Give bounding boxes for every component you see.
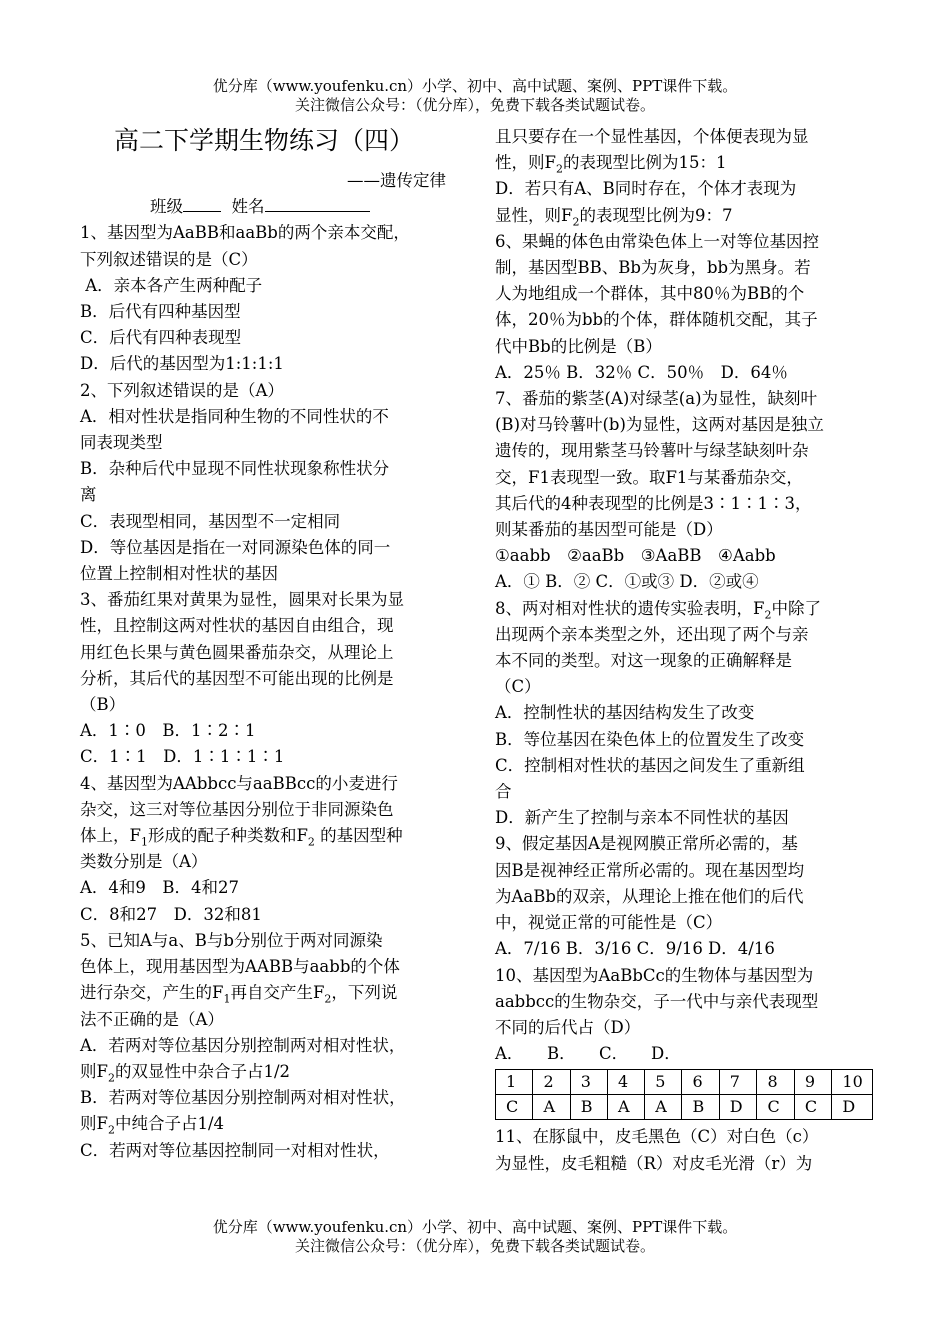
text-run: 的表现型比例为9：7	[579, 205, 733, 225]
text-line: 为显性，皮毛粗糙（R）对皮毛光滑（r）为	[495, 1153, 813, 1173]
text-line: 6、果蝇的体色由常染色体上一对等位基因控	[495, 231, 819, 251]
text-line: A．控制性状的基因结构发生了改变	[495, 703, 755, 723]
page-header	[0, 77, 950, 115]
text-line: A．4和9 B．4和27	[80, 878, 240, 898]
text-line: A．7/16 B．3/16 C．9/16 D．4/16	[495, 939, 775, 959]
text-line	[80, 1059, 458, 1085]
right-column	[495, 124, 873, 1177]
text-line: 则某番茄的基因型可能是（D）	[495, 520, 723, 540]
text-line: 分析，其后代的基因型不可能出现的比例是	[80, 668, 394, 688]
text-line: 离	[80, 485, 97, 505]
text-line: 4、基因型为AAbbcc与aaBBcc的小麦进行	[80, 773, 398, 793]
option-label: D．	[651, 1044, 681, 1064]
table-cell: C	[757, 1095, 794, 1120]
subscript: 2	[555, 162, 563, 176]
text-run: 进行杂交，产生的F	[80, 983, 224, 1003]
subscript: 2	[307, 835, 315, 849]
text-line: 用红色长果与黄色圆果番茄杂交，从理论上	[80, 642, 394, 662]
text-line: 出现两个亲本类型之外，还出现了两个与亲	[495, 624, 809, 644]
text-run: 8、两对相对性状的遗传实验表明，F	[495, 598, 765, 618]
class-label: 班级	[150, 197, 183, 217]
text-line: 遗传的，现用紫茎马铃薯叶与绿茎缺刻叶杂	[495, 441, 809, 461]
table-cell: B	[682, 1095, 719, 1120]
text-line: （C）	[495, 677, 541, 697]
header-line-2: 关注微信公众号：（优分库），免费下载各类试题试卷。	[294, 96, 655, 114]
text-line: 性，且控制这两对性状的基因自由组合，现	[80, 616, 394, 636]
text-line: 人为地组成一个群体，其中80％为BB的个	[495, 284, 805, 304]
table-cell: B	[570, 1095, 607, 1120]
text-run: 再自交产生F	[230, 983, 325, 1003]
text-line: D．若只有A、B同时存在，个体才表现为	[495, 179, 797, 199]
table-cell: A	[608, 1095, 645, 1120]
text-line: 3、番茄红果对黄果为显性，圆果对长果为显	[80, 590, 404, 610]
text-line: 制，基因型BB、Bb为灰身，bb为黑身。若	[495, 258, 811, 278]
text-run: ，下列说	[331, 983, 398, 1003]
text-run: 则F	[80, 1061, 108, 1081]
text-line: A．① B．② C．①或③ D．②或④	[495, 572, 759, 592]
text-line: C．表现型相同，基因型不一定相同	[80, 511, 341, 531]
text-line: 1、基因型为AaBB和aaBb的两个亲本交配，	[80, 223, 410, 243]
text-line: 合	[495, 782, 512, 802]
subscript: 2	[572, 214, 580, 228]
text-run: 则F	[80, 1114, 108, 1134]
text-line: 11、在豚鼠中，皮毛黑色（C）对白色（c）	[495, 1127, 819, 1147]
text-line: 同表现类型	[80, 433, 163, 453]
text-line: 10、基因型为AaBbCc的生物体与基因型为	[495, 965, 814, 985]
text-line: aabbcc的生物杂交，子一代中与亲代表现型	[495, 991, 819, 1011]
text-line: 色体上，现用基因型为AABB与aabb的个体	[80, 957, 400, 977]
text-line: A．若两对等位基因分别控制两对相对性状，	[80, 1035, 406, 1055]
text-line: 因B是视神经正常所必需的。现在基因型均	[495, 860, 805, 880]
subscript: 1	[140, 835, 148, 849]
text-line: C．1∶1 D．1∶1∶1∶1	[80, 747, 285, 767]
table-cell: 8	[757, 1070, 794, 1095]
subscript: 2	[324, 992, 332, 1006]
text-line: C．控制相对性状的基因之间发生了重新组	[495, 755, 805, 775]
text-line	[80, 980, 458, 1006]
text-line: 2、下列叙述错误的是（A）	[80, 380, 284, 400]
table-cell: 5	[645, 1070, 682, 1095]
table-cell: 9	[794, 1070, 831, 1095]
text-run: 的表现型比例为15：1	[562, 153, 727, 173]
answer-table	[495, 1069, 873, 1120]
text-line	[495, 203, 873, 229]
text-run: 形成的配子种类数和F	[147, 826, 308, 846]
text-line: 类数分别是（A）	[80, 852, 208, 872]
table-cell: C	[794, 1095, 831, 1120]
text-line: ①aabb ②aaBb ③AaBB ④Aabb	[495, 546, 776, 566]
table-cell: 1	[496, 1070, 533, 1095]
text-run: 性，则F	[495, 153, 556, 173]
table-cell: A	[645, 1095, 682, 1120]
text-line	[80, 1111, 458, 1137]
text-run: 中纯合子占1/4	[114, 1114, 225, 1134]
page-footer	[0, 1218, 950, 1256]
footer-line-2: 关注微信公众号：（优分库），免费下载各类试题试卷。	[294, 1237, 655, 1255]
answer-table-answer-row	[496, 1095, 873, 1120]
option-label: A．	[495, 1044, 524, 1064]
text-line: 为AaBb的双亲，从理论上推在他们的后代	[495, 886, 804, 906]
text-line: B．等位基因在染色体上的位置发生了改变	[495, 729, 805, 749]
footer-line-1: 优分库（www.youfenku.cn）小学、初中、高中试题、案例、PPT课件下载。	[212, 1218, 738, 1236]
text-line: 9、假定基因A是视网膜正常所必需的，基	[495, 834, 798, 854]
left-column	[80, 124, 458, 1164]
text-run: 的基因型种	[314, 826, 403, 846]
text-line: D．新产生了控制与亲本不同性状的基因	[495, 808, 789, 828]
text-line: A．亲本各产生两种配子	[80, 275, 263, 295]
table-cell: C	[496, 1095, 533, 1120]
text-line: C．若两对等位基因控制同一对相对性状，	[80, 1140, 390, 1160]
text-line: D．后代的基因型为1:1:1:1	[80, 354, 284, 374]
text-line: 7、番茄的紫茎(A)对绿茎(a)为显性，缺刻叶	[495, 389, 817, 409]
text-line: 5、已知A与a、B与b分别位于两对同源染	[80, 930, 383, 950]
text-line: A．相对性状是指同种生物的不同性状的不	[80, 406, 389, 426]
answer-table-number-row	[496, 1070, 873, 1095]
text-line: B．若两对等位基因分别控制两对相对性状，	[80, 1088, 406, 1108]
text-run: 体上，F	[80, 826, 141, 846]
text-line: 其后代的4种表现型的比例是3∶1∶1∶3，	[495, 493, 812, 513]
subscript: 2	[107, 1123, 115, 1137]
table-cell: D	[719, 1095, 757, 1120]
text-line: (B)对马铃薯叶(b)为显性，这两对基因是独立	[495, 415, 824, 435]
table-cell: A	[533, 1095, 570, 1120]
text-line: 不同的后代占（D）	[495, 1017, 641, 1037]
header-line-1: 优分库（www.youfenku.cn）小学、初中、高中试题、案例、PPT课件下载。	[212, 77, 738, 95]
page-title: 高二下学期生物练习（四）	[114, 126, 415, 155]
text-line: （B）	[80, 695, 126, 715]
text-run: 显性，则F	[495, 205, 573, 225]
text-line	[495, 150, 873, 176]
text-line: B．杂种后代中显现不同性状现象称性状分	[80, 459, 390, 479]
page-subtitle: ——遗传定律	[347, 171, 446, 190]
class-name-line	[80, 194, 458, 220]
text-run: 中除了	[771, 598, 821, 618]
text-line: C．8和27 D．32和81	[80, 904, 262, 924]
text-line: 中，视觉正常的可能性是（C）	[495, 913, 723, 933]
table-cell: 4	[608, 1070, 645, 1095]
text-line: 代中Bb的比例是（B）	[495, 336, 662, 356]
option-label: B．	[547, 1044, 576, 1064]
text-line: B．后代有四种基因型	[80, 302, 241, 322]
text-line: 体，20％为bb的个体，群体随机交配，其子	[495, 310, 818, 330]
subscript: 1	[223, 992, 231, 1006]
text-line: 且只要存在一个显性基因，个体便表现为显	[495, 127, 809, 146]
text-line: A．25％ B．32％ C．50％ D．64％	[495, 362, 788, 382]
table-cell: D	[832, 1095, 873, 1120]
text-line: 法不正确的是（A）	[80, 1009, 224, 1029]
text-line: 杂交，这三对等位基因分别位于非同源染色	[80, 799, 394, 819]
table-cell: 7	[719, 1070, 757, 1095]
text-line: 位置上控制相对性状的基因	[80, 564, 278, 584]
table-cell: 2	[533, 1070, 570, 1095]
text-line: C．后代有四种表现型	[80, 328, 242, 348]
text-line	[80, 823, 458, 849]
name-blank	[265, 197, 370, 212]
text-line: 交，F1表现型一致。取F1与某番茄杂交，	[495, 467, 803, 487]
text-line: 本不同的类型。对这一现象的正确解释是	[495, 651, 792, 671]
text-line: A．1∶0 B．1∶2∶1	[80, 721, 256, 741]
text-line: D．等位基因是指在一对同源染色体的同一	[80, 537, 391, 557]
subscript: 2	[107, 1071, 115, 1085]
name-label: 姓名	[231, 197, 265, 217]
option-label: C．	[599, 1044, 629, 1064]
table-cell: 3	[570, 1070, 607, 1095]
text-run: 的双显性中杂合子占1/2	[114, 1061, 291, 1081]
subscript: 2	[764, 607, 772, 621]
table-cell: 10	[832, 1070, 873, 1095]
text-line	[495, 596, 873, 622]
class-blank	[183, 197, 221, 212]
q10-option-labels	[495, 1041, 873, 1067]
table-cell: 6	[682, 1070, 719, 1095]
text-line: 下列叙述错误的是（C）	[80, 249, 258, 269]
